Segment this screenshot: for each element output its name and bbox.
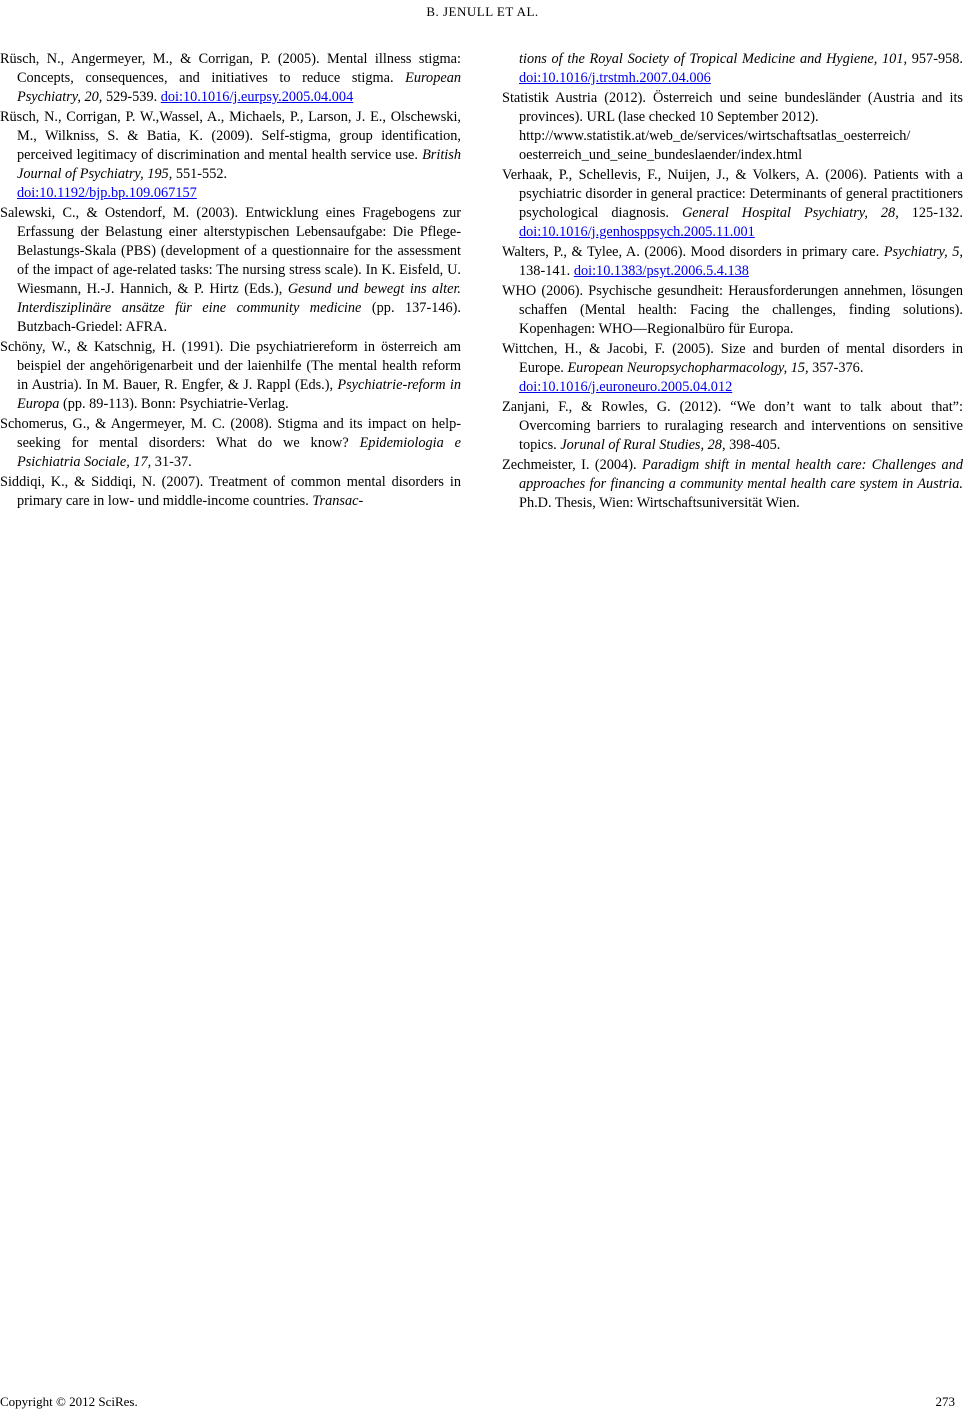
references-left-column <box>0 50 461 512</box>
reference-entry: Schöny, W., & Katschnig, H. (1991). Die psychiatriereform in österreich am beispiel der angehörigenarbeit und der laienhilfe (The mental health reform in Austria). In M. Bauer, R. Engfer, & J. Rappl (Eds.), Psychiatrie-reform in Europa (pp. 89-113). Bonn: Psychiatrie-Verlag. <box>0 339 461 412</box>
reference-entry: Schomerus, G., & Angermeyer, M. C. (2008). Stigma and its impact on help-seeking for mental disorders: What do we know? Epidemiologia e Psichiatria Sociale, 17, 31-37. <box>0 416 462 470</box>
reference-entry-continuation: tions of the Royal Society of Tropical Medicine and Hygiene, 101, 957-958. doi:10.1016/j.trstmh.2007.04.006 <box>519 51 963 86</box>
reference-entry: Rüsch, N., Angermeyer, M., & Corrigan, P. (2005). Mental illness stigma: Concepts, consequences, and initiatives to reduce stigma. European Psychiatry, 20, 529-539. doi:10.1016/j.eurpsy.2005.04.004 <box>0 51 461 105</box>
doi-link[interactable]: doi:10.1016/j.trstmh.2007.04.006 <box>519 70 711 86</box>
url-text: http://www.statistik.at/web_de/services/wirtschaftsatlas_oesterreich/ <box>519 128 911 144</box>
doi-link[interactable]: doi:10.1192/bjp.bp.109.067157 <box>17 185 197 201</box>
reference-entry: Rüsch, N., Corrigan, P. W.,Wassel, A., Michaels, P., Larson, J. E., Olschewski, M., Wilkniss, S. & Batia, K. (2009). Self-stigma, group identification, perceived legitimacy of discrimination and mental health service use. British Journal of Psychiatry, 195, 551-552. doi:10.1192/bjp.bp.109.067157 <box>0 109 461 201</box>
page-number: 273 <box>935 1394 955 1409</box>
reference-entry: Wittchen, H., & Jacobi, F. (2005). Size and burden of mental disorders in Europe. European Neuropsychopharmacology, 15, 357-376. doi:10.1016/j.euroneuro.2005.04.012 <box>502 341 963 395</box>
references-right-column <box>502 50 963 514</box>
doi-link[interactable]: doi:10.1016/j.euroneuro.2005.04.012 <box>519 379 733 395</box>
reference-entry: Statistik Austria (2012). Österreich und seine bundesländer (Austria and its provinces). URL (lase checked 10 September 2012). http://www.statistik.at/web_de/services/wirtschaftsatlas_oesterreich/ oesterreich_und_seine_bundeslaender/index.html <box>502 90 963 163</box>
reference-entry: Zechmeister, I. (2004). Paradigm shift in mental health care: Challenges and approaches for financing a community mental health care system in Austria. Ph.D. Thesis, Wien: Wirtschaftsuniversität Wien. <box>502 457 964 511</box>
reference-entry: Zanjani, F., & Rowles, G. (2012). “We don’t want to talk about that”: Overcoming barriers to ruralaging research and interventions on sensitive topics. Jorunal of Rural Studies, 28, 398-405. <box>502 399 963 453</box>
reference-entry: Verhaak, P., Schellevis, F., Nuijen, J., & Volkers, A. (2006). Patients with a psychiatric disorder in general practice: Determinants of general practitioners psychological diagnosis. General Hospital Psychiatry, 28, 125-132. doi:10.1016/j.genhosppsych.2005.11.001 <box>502 167 963 240</box>
doi-link[interactable]: doi:10.1016/j.genhosppsych.2005.11.001 <box>519 224 755 240</box>
running-head: B. JENULL ET AL. <box>426 4 539 19</box>
doi-link[interactable]: doi:10.1016/j.eurpsy.2005.04.004 <box>160 89 354 105</box>
reference-entry: WHO (2006). Psychische gesundheit: Herausforderungen annehmen, lösungen schaffen (Mental health: Facing the challenges, finding solutions). Kopenhagen: WHO—Regionalbüro für Europa. <box>502 283 963 337</box>
doi-link[interactable]: doi:10.1383/psyt.2006.5.4.138 <box>573 263 749 279</box>
copyright-footer: Copyright © 2012 SciRes. <box>0 1394 138 1409</box>
reference-entry: Siddiqi, K., & Siddiqi, N. (2007). Treatment of common mental disorders in primary care in low- und middle-income countries. Transac- <box>0 474 461 509</box>
reference-entry: Salewski, C., & Ostendorf, M. (2003). Entwicklung eines Fragebogens zur Erfassung der Belastung einer alterstypischen Lebensaufgabe: Die Pflege-Belastungs-Skala (PBS) (development of a questionnaire for the assessment of the impact of age-related tasks: The nursing stress scale). In K. Eisfeld, U. Wiesmann, H.-J. Hannich, & P. Hirtz (Eds.), Gesund und bewegt ins alter. Interdisziplinäre ansätze für eine community medicine (pp. 137-146). Butzbach-Griedel: AFRA. <box>0 205 461 335</box>
url-text: oesterreich_und_seine_bundeslaender/index.html <box>519 147 803 163</box>
reference-entry: Walters, P., & Tylee, A. (2006). Mood disorders in primary care. Psychiatry, 5, 138-141. doi:10.1383/psyt.2006.5.4.138 <box>502 244 963 279</box>
